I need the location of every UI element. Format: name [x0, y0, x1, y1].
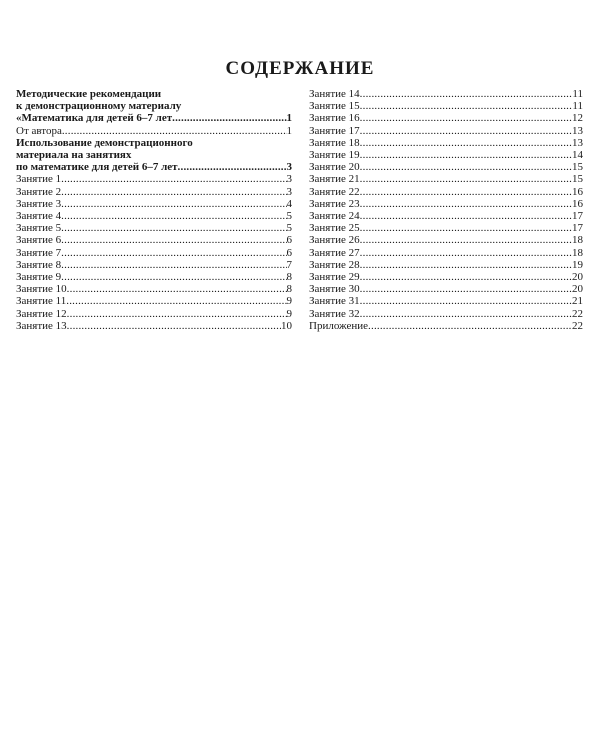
- toc-entry-page: 5: [286, 222, 292, 235]
- toc-entry[interactable]: [16, 173, 292, 185]
- dot-leader: [368, 320, 572, 332]
- toc-entry[interactable]: [309, 320, 583, 332]
- toc-entry[interactable]: [16, 247, 292, 259]
- toc-entry-label: Занятие 25: [309, 222, 360, 235]
- toc-entry-label: Занятие 19: [309, 149, 360, 162]
- toc-right-column: [309, 88, 583, 332]
- toc-entry-page: 3: [286, 173, 292, 186]
- toc-entry-page: 20: [572, 283, 583, 296]
- toc-entry[interactable]: [16, 186, 292, 198]
- toc-entry[interactable]: [309, 295, 583, 307]
- toc-entry-label: по математике для детей 6–7 лет: [16, 161, 178, 174]
- dot-leader: [67, 283, 287, 295]
- toc-entry-section1[interactable]: [16, 112, 292, 124]
- toc-entry-page: 6: [286, 246, 292, 259]
- dot-leader: [360, 100, 573, 112]
- toc-entry-label: Занятие 28: [309, 258, 360, 271]
- toc-entry[interactable]: [16, 295, 292, 307]
- toc-entry-label: Занятие 12: [16, 307, 67, 320]
- dot-leader: [360, 283, 572, 295]
- toc-entry-page: 18: [572, 234, 583, 247]
- toc-entry[interactable]: [309, 247, 583, 259]
- toc-entry-page: 3: [286, 185, 292, 198]
- toc-entry-label: Занятие 26: [309, 234, 360, 247]
- section-heading-line: Методические рекомендации: [16, 88, 162, 100]
- toc-entry[interactable]: [16, 271, 292, 283]
- dot-leader: [360, 173, 572, 185]
- dot-leader: [62, 125, 287, 137]
- dot-leader: [360, 198, 572, 210]
- toc-entry-label: Занятие 10: [16, 283, 67, 296]
- toc-entry-label: Занятие 8: [16, 258, 62, 271]
- toc-entry-label: Занятие 18: [309, 136, 360, 149]
- toc-entry[interactable]: [309, 308, 583, 320]
- dot-leader: [360, 222, 572, 234]
- toc-entry-page: 22: [572, 307, 583, 320]
- toc-entry[interactable]: [16, 320, 292, 332]
- toc-entry-page: 12: [572, 112, 583, 125]
- dot-leader: [61, 247, 286, 259]
- toc-entry-label: Занятие 3: [16, 197, 62, 210]
- toc-entry-page: 11: [572, 100, 583, 113]
- dot-leader: [360, 112, 572, 124]
- toc-entry-page: 17: [572, 222, 583, 235]
- dot-leader: [178, 161, 287, 173]
- toc-entry[interactable]: [16, 234, 292, 246]
- toc-entry-page: 16: [572, 197, 583, 210]
- dot-leader: [61, 173, 286, 185]
- toc-entry-label: Занятие 7: [16, 246, 62, 259]
- toc-entry-section2[interactable]: [16, 161, 292, 173]
- toc-entry-page: 22: [572, 319, 583, 332]
- toc-entry[interactable]: [16, 308, 292, 320]
- toc-entry-page: 14: [572, 149, 583, 162]
- toc-entry[interactable]: [309, 100, 583, 112]
- toc-entry-label: Занятие 2: [16, 185, 62, 198]
- toc-entry-label: Занятие 15: [309, 100, 360, 113]
- dot-leader: [360, 88, 573, 100]
- toc-entry-page: 20: [572, 271, 583, 284]
- dot-leader: [360, 259, 572, 271]
- toc-entry-label: Занятие 5: [16, 222, 62, 235]
- toc-entry[interactable]: [309, 161, 583, 173]
- toc-entry[interactable]: [309, 283, 583, 295]
- dot-leader: [360, 125, 572, 137]
- toc-entry[interactable]: [309, 234, 583, 246]
- toc-entry-page: 9: [286, 307, 292, 320]
- toc-entry[interactable]: [309, 198, 583, 210]
- toc-entry-label: «Математика для детей 6–7 лет: [16, 112, 173, 125]
- toc-entry-label: Занятие 24: [309, 210, 360, 223]
- toc-lesson-list: [16, 173, 292, 332]
- toc-entry-page: 13: [572, 124, 583, 137]
- toc-entry[interactable]: [309, 173, 583, 185]
- dot-leader: [360, 149, 572, 161]
- toc-entry-label: Занятие 21: [309, 173, 360, 186]
- toc-entry-page: 15: [572, 161, 583, 174]
- toc-entry[interactable]: [309, 112, 583, 124]
- toc-entry-page: 6: [286, 234, 292, 247]
- toc-entry-page: 8: [286, 271, 292, 284]
- toc-entry-page: 16: [572, 185, 583, 198]
- dot-leader: [61, 234, 286, 246]
- toc-entry-label: Занятие 16: [309, 112, 360, 125]
- toc-entry-label: Занятие 32: [309, 307, 360, 320]
- toc-entry-page: 15: [572, 173, 583, 186]
- toc-entry-label: Занятие 17: [309, 124, 360, 137]
- toc-entry[interactable]: [16, 222, 292, 234]
- toc-entry-page: 3: [286, 161, 292, 174]
- dot-leader: [61, 222, 286, 234]
- toc-entry[interactable]: [309, 222, 583, 234]
- toc-entry-page: 5: [286, 210, 292, 223]
- dot-leader: [61, 198, 286, 210]
- dot-leader: [67, 308, 287, 320]
- toc-entry-page: 1: [286, 124, 292, 137]
- toc-entry-label: Занятие 1: [16, 173, 62, 186]
- dot-leader: [360, 308, 572, 320]
- dot-leader: [360, 234, 572, 246]
- toc-entry-page: 9: [286, 295, 292, 308]
- toc-entry-label: Занятие 23: [309, 197, 360, 210]
- dot-leader: [360, 210, 572, 222]
- dot-leader: [360, 161, 572, 173]
- toc-entry-label: Занятие 9: [16, 271, 62, 284]
- toc-entry-page: 8: [286, 283, 292, 296]
- section-heading-line: материала на занятиях: [16, 149, 132, 162]
- dot-leader: [61, 271, 286, 283]
- toc-entry-label: Занятие 11: [16, 295, 67, 308]
- toc-entry[interactable]: [16, 210, 292, 222]
- toc-entry-author[interactable]: [16, 125, 292, 137]
- toc-entry-page: 13: [572, 136, 583, 149]
- dot-leader: [360, 271, 572, 283]
- dot-leader: [61, 259, 286, 271]
- dot-leader: [61, 186, 286, 198]
- toc-entry-label: Приложение: [309, 319, 369, 332]
- toc-entry-label: Занятие 22: [309, 185, 360, 198]
- toc-entry[interactable]: [309, 271, 583, 283]
- toc-entry-label: От автора: [16, 124, 62, 137]
- section-heading-line: Использование демонстрационного: [16, 136, 193, 149]
- dot-leader: [66, 295, 286, 307]
- dot-leader: [61, 210, 286, 222]
- toc-entry[interactable]: [309, 88, 583, 100]
- toc-entry-label: Занятие 14: [309, 88, 360, 100]
- toc-entry[interactable]: [309, 259, 583, 271]
- dot-leader: [67, 320, 281, 332]
- dot-leader: [360, 247, 572, 259]
- toc-entry[interactable]: [309, 125, 583, 137]
- toc-entry-label: Занятие 4: [16, 210, 62, 223]
- toc-entry[interactable]: [309, 186, 583, 198]
- toc-entry[interactable]: [309, 149, 583, 161]
- toc-entry[interactable]: [16, 283, 292, 295]
- toc-entry-page: 21: [572, 295, 583, 308]
- toc-entry-label: Занятие 31: [309, 295, 360, 308]
- dot-leader: [172, 112, 286, 124]
- dot-leader: [360, 186, 572, 198]
- toc-entry-page: 7: [286, 258, 292, 271]
- toc-entry-page: 4: [286, 197, 292, 210]
- toc-entry-label: Занятие 20: [309, 161, 360, 174]
- page-title: СОДЕРЖАНИЕ: [225, 58, 375, 79]
- toc-entry-label: Занятие 30: [309, 283, 360, 296]
- toc-entry-page: 17: [572, 210, 583, 223]
- toc-entry[interactable]: [16, 259, 292, 271]
- toc-entry-page: 19: [572, 258, 583, 271]
- section-heading-line: к демонстрационному материалу: [16, 100, 182, 113]
- dot-leader: [360, 137, 572, 149]
- toc-entry[interactable]: [309, 210, 583, 222]
- toc-entry[interactable]: [309, 137, 583, 149]
- toc-entry-label: Занятие 29: [309, 271, 360, 284]
- toc-entry-label: Занятие 27: [309, 246, 360, 259]
- toc-entry-page: 18: [572, 246, 583, 259]
- toc-entry[interactable]: [16, 198, 292, 210]
- toc-left-column: [16, 88, 292, 332]
- toc-entry-label: Занятие 13: [16, 319, 67, 332]
- toc-entry-page: 1: [286, 112, 292, 125]
- toc-lesson-list: [309, 88, 583, 332]
- toc-entry-page: 11: [572, 88, 583, 100]
- dot-leader: [360, 295, 572, 307]
- toc-entry-page: 10: [281, 319, 292, 332]
- toc-entry-label: Занятие 6: [16, 234, 62, 247]
